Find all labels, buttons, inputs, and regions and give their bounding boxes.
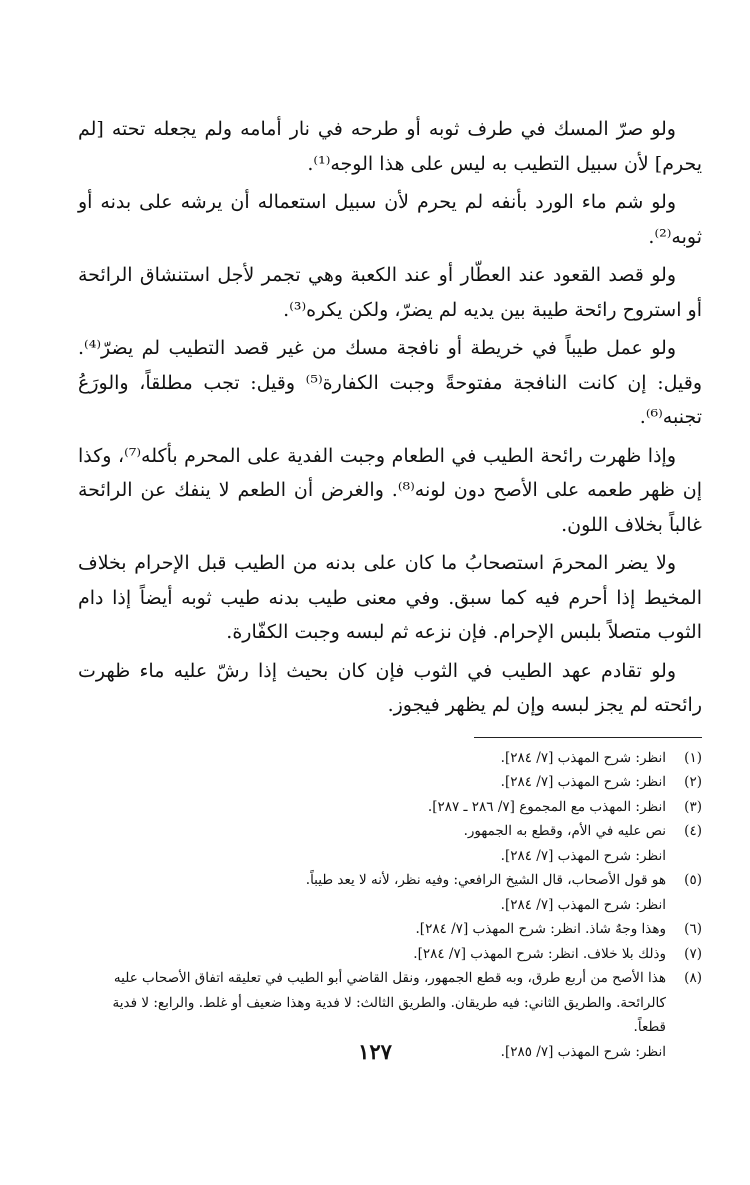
footnote-number: (٥) xyxy=(684,872,702,888)
footnote-number: (١) xyxy=(684,749,702,766)
footnote-text: هذا الأصح من أربع طرق، وبه قطع الجمهور، ونقل القاضي أبو الطيب في تعليقه اتفاق الأصحاب عليه كالرائحة. والطريق الثاني: فيه طريقان. والطريق الثالث: لا فدية وهذا ضعيف أو غلط. والرابع: لا فدية قطعاً. انظر: شرح المهذب [٧/ ٢٨٥]. xyxy=(112,970,666,1060)
page-content xyxy=(78,112,702,1064)
footnote xyxy=(78,868,702,917)
footnote xyxy=(78,746,702,771)
footnote-text: انظر: شرح المهذب [٧/ ٢٨٤]. xyxy=(500,774,666,790)
footnote-number: (٣) xyxy=(684,798,702,815)
footnote-number: (٤) xyxy=(684,823,702,839)
paragraph: وإذا ظهرت رائحة الطيب في الطعام وجبت الفدية على المحرم بأكله⁽⁷⁾، وكذا إن ظهر طعمه على الأصح دون لونه⁽⁸⁾. والغرض أن الطعم لا ينفك عن الرائحة غالباً بخلاف اللون. xyxy=(78,444,702,536)
paragraph: ولا يضر المحرمَ استصحابُ ما كان على بدنه من الطيب قبل الإحرام بخلاف المخيط إذا أحرم فيه كما سبق. وفي معنى طيب بدنه طيب ثوبه أيضاً إذا دام الثوب متصلاً بلبس الإحرام. فإن نزعه ثم لبسه وجبت الكفّارة. xyxy=(78,552,702,643)
footnote xyxy=(78,942,702,967)
paragraph: ولو صرّ المسك في طرف ثوبه أو طرحه في نار أمامه ولم يجعله تحته [لم يحرم] لأن سبيل التطيب به ليس على هذا الوجه⁽¹⁾. xyxy=(78,118,702,175)
paragraph: ولو عمل طيباً في خريطة أو نافجة مسك من غير قصد التطيب لم يضرّ⁽⁴⁾. وقيل: إن كانت النافجة مفتوحةً وجبت الكفارة⁽⁵⁾ وقيل: تجب مطلقاً، والورَعُ تجنبه⁽⁶⁾. xyxy=(78,337,702,428)
paragraph: ولو تقادم عهد الطيب في الثوب فإن كان بحيث إذا رشّ عليه ماء ظهرت رائحته لم يجز لبسه وإن لم يظهر فيجوز. xyxy=(78,659,702,716)
footnote-number: (٦) xyxy=(684,921,702,937)
footnotes xyxy=(78,746,702,1065)
footnote-number: (٨) xyxy=(684,970,702,986)
page-number: ١٢٧ xyxy=(358,1039,392,1064)
footnote xyxy=(78,795,702,820)
footnote-number: (٧) xyxy=(684,945,702,962)
footnote-separator xyxy=(474,737,702,738)
footnote-number: (٢) xyxy=(684,774,702,790)
footnote xyxy=(78,770,702,795)
footnote-text: هو قول الأصحاب، قال الشيخ الرافعي: وفيه نظر، لأنه لا يعد طيباً. انظر: شرح المهذب [٧/ ٢٨٤]. xyxy=(305,872,666,913)
footnote xyxy=(78,917,702,942)
footnote-text: انظر: المهذب مع المجموع [٧/ ٢٨٦ ـ ٢٨٧]. xyxy=(427,798,666,815)
footnote-text: نص عليه في الأم، وقطع به الجمهور. انظر: شرح المهذب [٧/ ٢٨٤]. xyxy=(463,823,666,864)
paragraph: ولو شم ماء الورد بأنفه لم يحرم لأن سبيل استعماله أن يرشه على بدنه أو ثوبه⁽²⁾. xyxy=(78,191,702,248)
footnote-text: وهذا وجهٌ شاذ. انظر: شرح المهذب [٧/ ٢٨٤]. xyxy=(415,921,666,937)
footnote-text: وذلك بلا خلاف. انظر: شرح المهذب [٧/ ٢٨٤]. xyxy=(413,945,666,962)
footnote-text: انظر: شرح المهذب [٧/ ٢٨٤]. xyxy=(500,749,666,766)
main-text xyxy=(78,112,702,723)
paragraph: ولو قصد القعود عند العطّار أو عند الكعبة وهي تجمر لأجل استنشاق الرائحة أو استروح رائحة طيبة بين يديه لم يضرّ، ولكن يكره⁽³⁾. xyxy=(78,264,702,321)
footnote xyxy=(78,819,702,868)
